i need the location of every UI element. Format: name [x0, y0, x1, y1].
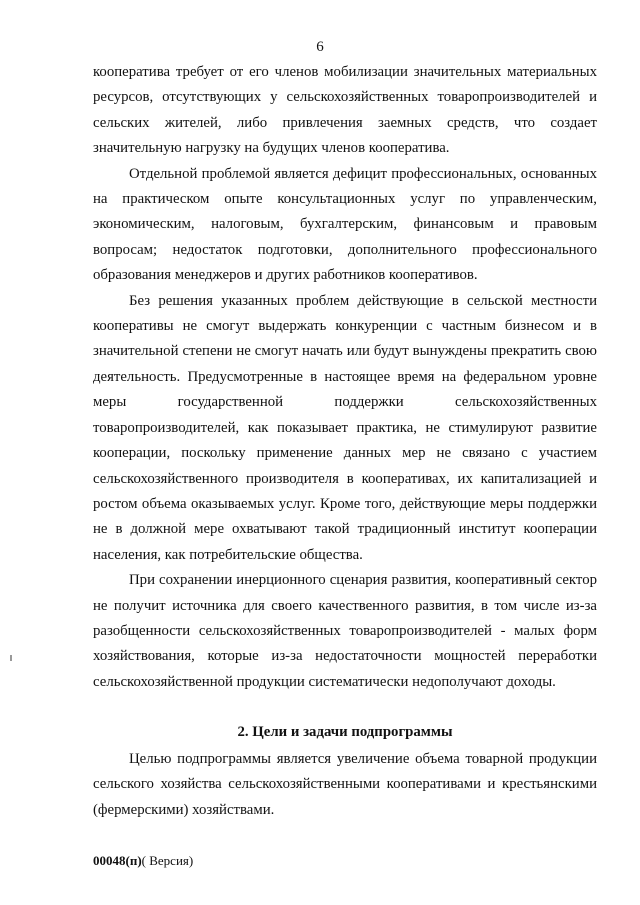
paragraph-inertial-scenario: При сохранении инерционного сценария развития, кооперативный сектор не получит источника для своего качественного развития, в том числе из-за разобщенности сельскохозяйственных товаропроизводителей - малых форм хозяйствования, которые из-за недостаточности мощностей переработки сельскохозяйственной продукции систематически недополучают доходы. — [93, 572, 597, 690]
document-version: ( Версия) — [141, 853, 194, 868]
page-number: 6 — [316, 39, 324, 55]
paragraph-goal: Целью подпрограммы является увеличение объема товарной продукции сельского хозяйства сельскохозяйственными кооперативами и крестьянскими (фермерскими) хозяйствами. — [93, 751, 597, 818]
paragraph-competition: Без решения указанных проблем действующие в сельской местности кооперативы не смогут выдержать конкуренции с частным бизнесом и в значительной степени не смогут начать или будут вынуждены прекратить свою деятельность. Предусмотренные в настоящее время на федеральном уровне меры государственной поддержки сельскохозяйственных товаропроизводителей, как показывает практика, не стимулируют развитие кооперации, поскольку применение данных мер не связано с участием сельскохозяйственного производителя в кооперативах, их капитализацией и ростом объема оказываемых услуг. Кроме того, действующие меры поддержки не в должной мере охватывают такой традиционный институт кооперации населения, как потребительские общества. — [93, 292, 597, 563]
body-text — [93, 60, 597, 695]
document-code: 00048(п) — [93, 853, 142, 868]
section-heading: 2. Цели и задачи подпрограммы — [237, 724, 453, 740]
footer — [93, 852, 193, 870]
section-text — [93, 747, 597, 823]
paragraph-continuation: кооператива требует от его членов мобилизации значительных материальных ресурсов, отсутствующих у сельскохозяйственных товаропроизводителей и сельских жителей, либо привлечения заемных средств, что создает значительную нагрузку на будущих членов кооператива. — [93, 64, 597, 157]
margin-mark — [10, 655, 12, 661]
paragraph-consulting-deficit: Отдельной проблемой является дефицит профессиональных, основанных на практическом опыте консультационных услуг по управленческим, экономическим, налоговым, бухгалтерским, финансовым и правовым вопросам; недостаток подготовки, дополнительного профессионального образования менеджеров и других работников кооперативов. — [93, 165, 597, 284]
